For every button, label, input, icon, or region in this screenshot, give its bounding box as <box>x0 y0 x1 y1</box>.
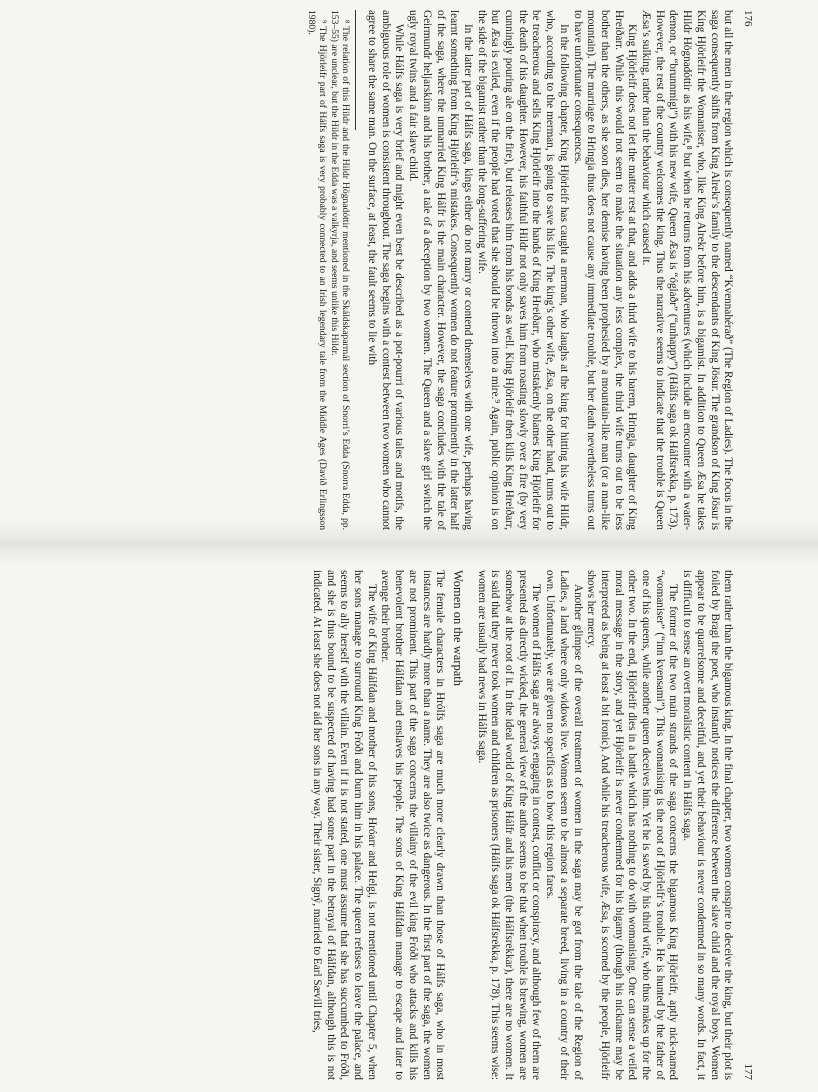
page-number-176: 176 <box>742 10 754 27</box>
paragraph: While Hálfs saga is very brief and might even best be described as a pot-pourri of various tales and motifs, the ambiguous role of women is consistent throughout. The saga begins with a contest between two women who cannot agree to share the same man. On the surface, at least, the fault seems to lie with <box>366 10 406 530</box>
left-page <box>64 10 754 530</box>
paragraph: In the latter part of Hálfs saga, kings either do not marry or contend themselves with one wife, perhaps having learnt something from King Hjörleifr’s mistakes. Consequently women do not feature prominently in the latter half of the saga, where the unmarried King Hálfr is the main character. However, the saga concludes with the tale of Geirmundr heljarskínn and his brother, a tale of a deception by two women. The Queen and a slave girl switch the ugly royal twins and a fair slave child. <box>407 10 474 530</box>
paragraph: King Hjörleifr does not let the matter rest at that, and adds a third wife to his harem, Hringja, daughter of King Hreiðarr. While this would not seem to make the situation any less complex, the third wife turns out to be less bother than the others, as she soon dies, her demise having been prophesied by a mountain-like man (or a man-like mountain). The marriage to Hringja thus does not cause any immediate trouble, but her death nevertheless turns out to have unfortunate consequences. <box>571 10 639 530</box>
footnote-rule <box>355 10 356 130</box>
paragraph: but all the men in the region which is consequently named “Kvennahérað” (The Region of Ladies). The focus in the saga consequently shifts from King Alrekr’s family to the descendants of King Jösur. The grandson of King Jösur is King Hjörleifr the Womaniser, who, like King Alrekr before him, is a bigamist. In addition to Queen Æsa he takes Hildr Högnadóttir as his wife,⁸ but when he returns from his adventures (which include an encounter with a water-demon, or “brunnmigi”) with his new wife, Queen Æsa is “óglaðr” (“unhappy”) (Hálfs saga ok Hálfsrekka, p. 173). However, the rest of the country welcomes the king. Thus the narrative seems to indicate that the trouble is Queen Æsa’s sulking, rather than the behaviour which caused it. <box>640 10 735 530</box>
paragraph: The women of Hálfs saga are always engaging in contest, conflict or conspiracy, and although few of them are presented as directly wicked, the general view of the author seems to be that when trouble is brewing, women are somehow at the root of it. In the ideal world of King Hálfr and his men (the Hálfsrekkar), there are no women. It is said that they never took women and children as prisoners (Hálfs saga ok Hálfsrekka, p. 178). This seems wise: women are usually bad news in Hálfs saga. <box>475 570 543 1080</box>
paragraph: The female characters in Hrólfs saga are much more clearly drawn than those of Hálfs saga, who in most instances are hardly more than a name. They are also twice as dangerous. In the first part of the saga, the women are not prominent. This part of the saga concerns the villainy of the evil king Fróði who attacks and kills his benevolent brother Hálfdan and enslaves his people. The sons of King Hálfdan manage to escape and later to avenge their brother. <box>379 570 447 1080</box>
footnote: ⁸ The relation of this Hildr and the Hildr Högnadóttir mentioned in the Skáldskaparmál section of Snorri’s Edda (Snorra Edda, pp. 153–55) are unclear, but the Hildr in the Edda was a valkyrja, and seems unlike this Hildr. <box>328 10 352 530</box>
page-number-177: 177 <box>742 1063 754 1080</box>
paragraph: The wife of King Hálfdan and mother of his sons, Hróarr and Helgi, is not mentioned until Chapter 5, when her sons manage to surround King Fróði and burn him in his palace. The queen refuses to leave the palace, and seems to ally herself with the villain. Even if it is not stated, one must assume that she has succumbed to Fróði, and she is thus bound to be suspected of having had some part in the betrayal of Hálfdan, although this is not indicated. At least she does not aid her sons in any way. Their sister, Signý, married to Earl Sævill tries, <box>310 570 378 1080</box>
right-page <box>64 570 754 1080</box>
paragraph: Another glimpse of the overall treatment of women in the saga may be got from the tale of the Region of Ladies, a land where only widows live. Women seem to be almost a separate breed, living in a country of their own. Unfortunately, we are given no specifics as to how this region fares. <box>544 570 584 1080</box>
paragraph: The former of the two main strands of the saga concerns the bigamous King Hjörleifr, aptly nick-named “womaniser” (“inn kvensami”). This womanising is the root of Hjörleifr’s trouble. He is hunted by the father of one of his queens, while another queen deceives him. Yet he is saved by his third wife, who thus makes up for the other two. In the end, Hjörleifr dies in a battle which has nothing to do with womanising. One can sense a veiled moral message in the story, and yet Hjörleifr is never condemned for his bigamy (though his nickname may be interpreted as being at least a bit ironic). And while his treacherous wife, Æsa, is scorned by the people, Hjörleifr shows her mercy. <box>585 570 680 1080</box>
paragraph: them rather than the bigamous king. In the final chapter, two women conspire to deceive the king, but their plot is foiled by Bragi the poet, who instantly notices the difference between the slave child and the royal boys. Women appear to be quarrelsome and deceitful, and yet their behaviour is never condemned in so many words. In fact, it is difficult to sense an overt moralistic content in Hálfs saga. <box>681 570 735 1080</box>
footnote: ⁹ The Hjörleifr part of Hálfs saga is very probably connected to an Irish legendary tale from the Middle Ages (Davið Erlingsson 1980). <box>305 10 329 530</box>
section-heading: Women on the warpath <box>450 570 465 686</box>
paragraph: In the following chapter, King Hjörleifr has caught a merman, who laughs at the king for hitting his wife Hildr, who, according to the merman, is going to save his life. The king’s other wife, Æsa, on the other hand, turns out to be treacherous and sells King Hjörleifr into the hands of King Hreiðarr, who mistakenly blames King Hjörleifr for the death of his daughter. However, his faithful Hildr not only saves him from roasting slowly over a fire (by very cunningly pouring ale on the fire), but releases him from his bonds as well. King Hjörleifr then kills King Hreiðarr, but Æsa is exiled, even if the people had voted that she should be thrown into a mire.⁹ Again, public opinion is on the side of the bigamist rather than the long-suffering wife. <box>475 10 570 530</box>
